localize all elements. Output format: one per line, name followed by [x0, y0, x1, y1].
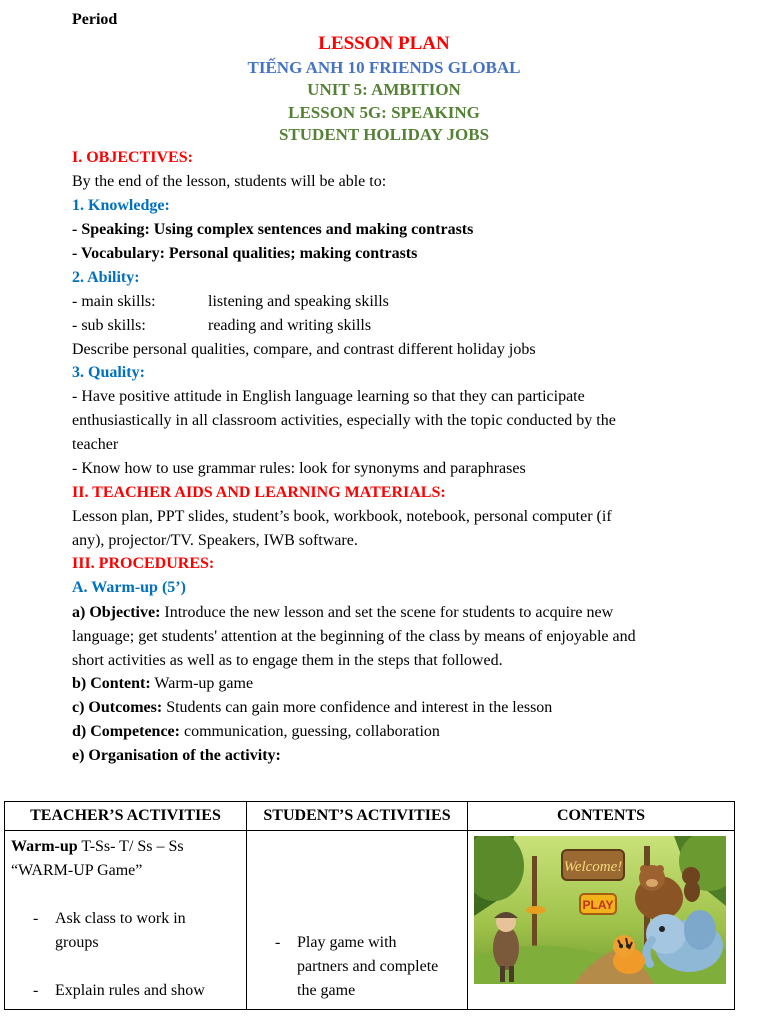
- student-bullet-line-2: partners and complete: [297, 958, 439, 975]
- warmup-heading: A. Warm-up (5’): [72, 579, 186, 596]
- header-teacher-activities: TEACHER’S ACTIVITIES: [5, 802, 247, 831]
- objective-line-2: language; get students' attention at the beginning of the class by means of enjoyable and: [72, 628, 636, 645]
- activities-table: [4, 801, 735, 1010]
- ability-description: Describe personal qualities, compare, and contrast different holiday jobs: [72, 341, 536, 358]
- aids-line-1: Lesson plan, PPT slides, student’s book, workbook, notebook, personal computer (if: [72, 508, 612, 525]
- quality-heading: 3. Quality:: [72, 364, 145, 381]
- teacher-bullet-1-line-1: Ask class to work in: [55, 910, 186, 927]
- quality-grammar: - Know how to use grammar rules: look for synonyms and paraphrases: [72, 460, 526, 477]
- warmup-label: Warm-up: [11, 838, 78, 855]
- outcomes-value: Students can gain more confidence and interest in the lesson: [166, 699, 553, 716]
- header-student-activities: STUDENT’S ACTIVITIES: [247, 802, 468, 831]
- main-skills-row: [72, 292, 389, 312]
- student-bullet-line-3: the game: [297, 982, 356, 999]
- teacher-activities-cell: [5, 831, 247, 1010]
- contents-cell: [468, 831, 735, 1010]
- objective-text-1: Introduce the new lesson and set the scene for students to acquire new: [164, 604, 614, 621]
- content-label: b) Content:: [72, 675, 151, 692]
- ability-heading: 2. Ability:: [72, 269, 140, 286]
- organisation-label: e) Organisation of the activity:: [72, 747, 281, 764]
- warmup-game-image: [474, 836, 726, 984]
- page-title: LESSON PLAN: [318, 33, 450, 54]
- teacher-bullet-rules: - Explain rules and show: [11, 979, 240, 1003]
- period-label: Period: [72, 11, 118, 28]
- game-name: “WARM-UP Game”: [11, 862, 143, 879]
- competence-label: d) Competence:: [72, 723, 180, 740]
- jungle-game-illustration: [474, 836, 726, 984]
- competence-value: communication, guessing, collaboration: [183, 723, 440, 740]
- objective-line-3: short activities as well as to engage them in the steps that followed.: [72, 652, 503, 669]
- table-header-row: [5, 802, 735, 831]
- teacher-bullet-1-line-2: groups: [55, 934, 99, 951]
- outcomes-label: c) Outcomes:: [72, 699, 163, 716]
- objective-line-1: [72, 603, 613, 623]
- teacher-bullet-groups: - Ask class to work in groups: [11, 907, 240, 955]
- objective-label: a) Objective:: [72, 604, 161, 621]
- main-skills-label: - main skills:: [72, 293, 156, 310]
- course-title: TIẾNG ANH 10 FRIENDS GLOBAL: [247, 58, 521, 77]
- quality-line-1: - Have positive attitude in English language learning so that they can participate: [72, 388, 585, 405]
- warmup-interaction: [11, 835, 240, 859]
- main-skills-value: listening and speaking skills: [208, 293, 389, 310]
- lesson-title: LESSON 5G: SPEAKING: [288, 103, 480, 122]
- header-contents: CONTENTS: [468, 802, 735, 831]
- sub-skills-row: [72, 316, 371, 336]
- unit-title: UNIT 5: AMBITION: [307, 80, 461, 99]
- student-activities-cell: [247, 831, 468, 1010]
- objectives-heading: I. OBJECTIVES:: [72, 149, 193, 166]
- aids-heading: II. TEACHER AIDS AND LEARNING MATERIALS:: [72, 484, 446, 501]
- knowledge-heading: 1. Knowledge:: [72, 197, 170, 214]
- outcomes-row: [72, 698, 552, 718]
- content-row: [72, 674, 253, 694]
- table-row: [5, 831, 735, 1010]
- play-button-text: PLAY: [582, 898, 614, 912]
- content-value: Warm-up game: [154, 675, 254, 692]
- welcome-sign-text: Welcome!: [563, 859, 623, 875]
- procedures-heading: III. PROCEDURES:: [72, 555, 215, 572]
- sub-skills-label: - sub skills:: [72, 317, 146, 334]
- knowledge-speaking: - Speaking: Using complex sentences and making contrasts: [72, 221, 474, 238]
- topic-title: STUDENT HOLIDAY JOBS: [278, 125, 490, 144]
- objectives-intro: By the end of the lesson, students will be able to:: [72, 173, 387, 190]
- quality-line-2: enthusiastically in all classroom activities, especially with the topic conducted by the: [72, 412, 616, 429]
- interaction-pattern: T-Ss- T/ Ss – Ss: [77, 838, 184, 855]
- student-bullet-play: - Play game with partners and complete the game: [253, 931, 461, 1003]
- sub-skills-value: reading and writing skills: [208, 317, 372, 334]
- quality-line-3: teacher: [72, 436, 119, 453]
- aids-line-2: any), projector/TV. Speakers, IWB software.: [72, 532, 358, 549]
- knowledge-vocabulary: - Vocabulary: Personal qualities; making contrasts: [72, 245, 418, 262]
- competence-row: [72, 722, 440, 742]
- teacher-bullet-2-line-1: Explain rules and show: [55, 982, 205, 999]
- student-bullet-line-1: Play game with: [297, 934, 397, 951]
